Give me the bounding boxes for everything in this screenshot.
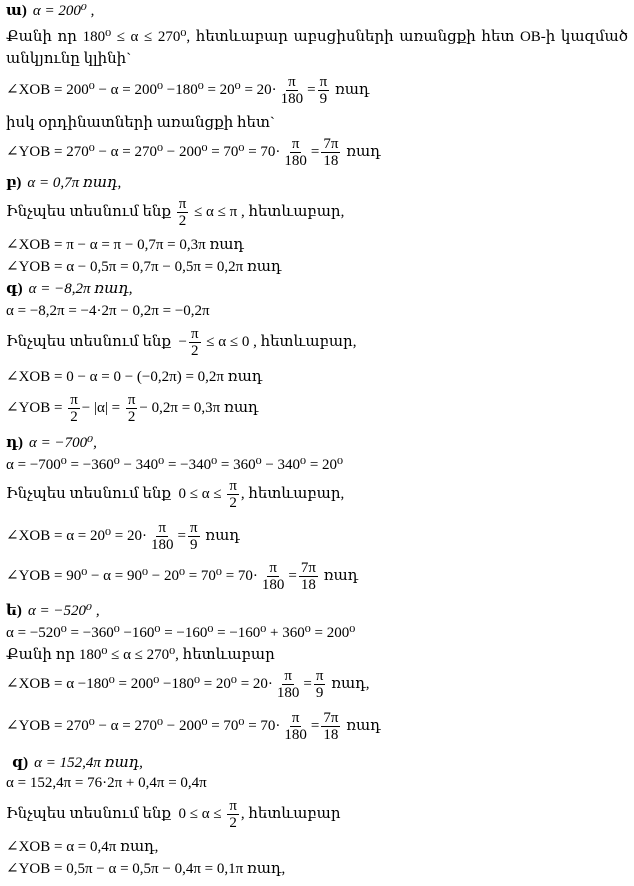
fraction-denominator: 180 <box>261 577 285 593</box>
fraction-numerator: π <box>190 326 199 342</box>
fraction-denominator: 180 <box>150 537 174 553</box>
formula-text: ռադ <box>342 144 381 160</box>
fraction-numerator: π <box>288 74 296 90</box>
formula-text: = <box>288 568 297 584</box>
formula-text: = <box>310 718 320 734</box>
formula-line <box>6 392 259 425</box>
fraction-numerator: π <box>291 136 300 152</box>
fraction-denominator: 18 <box>323 727 339 743</box>
formula-text: α = 152,4π ռադ, <box>34 755 143 771</box>
fraction-denominator: 2 <box>70 409 78 425</box>
fraction-denominator: 18 <box>300 577 316 593</box>
formula-line: α = 152,4π = 76·2π + 0,4π = 0,4π <box>6 775 207 791</box>
formula-line <box>6 136 381 169</box>
fraction-denominator: 180 <box>284 153 307 169</box>
fraction <box>126 392 138 425</box>
fraction-denominator: 180 <box>280 91 304 107</box>
formula-text: ∠YOB = 90⁰ − α = 90⁰ − 20⁰ = 70⁰ = 70· <box>6 568 258 584</box>
formula-line: ∠XOB = π − α = π − 0,7π = 0,3π ռադ <box>6 237 244 253</box>
formula-line <box>6 520 240 553</box>
formula-line: ∠XOB = α = 0,4π ռադ, <box>6 839 159 855</box>
fraction-numerator: π <box>178 196 187 212</box>
text-line: իսկ օրդինատների առանցքի հետ` <box>6 115 275 131</box>
formula-line <box>6 668 369 701</box>
formula-text: − 0,2π = 0,3π ռադ <box>139 400 259 416</box>
fraction-numerator: π <box>291 710 300 726</box>
formula-line: ∠YOB = α − 0,5π = 0,7π − 0,5π = 0,2π ռադ <box>6 259 282 275</box>
fraction-numerator: π <box>229 798 237 814</box>
formula-text: Ինչպես տեսնում ենք 0 ≤ α ≤ <box>6 806 226 822</box>
formula-text: ռադ <box>342 718 381 734</box>
fraction-denominator: 9 <box>189 537 198 553</box>
fraction-denominator: 180 <box>276 685 300 701</box>
text-line: անկյունը կլինի` <box>6 51 132 67</box>
fraction-denominator: 2 <box>229 495 237 511</box>
formula-text: = <box>303 676 312 692</box>
formula-text: − |α| = <box>81 400 124 416</box>
case-label: ա) <box>6 3 27 19</box>
fraction <box>282 710 309 743</box>
formula-text: α = −700⁰, <box>29 435 97 451</box>
fraction-numerator: π <box>158 520 167 536</box>
fraction <box>321 136 340 169</box>
fraction <box>279 74 306 107</box>
fraction <box>275 668 302 701</box>
text-line: Քանի որ 180⁰ ≤ α ≤ 270⁰, հետևաբար աբսցիսների առանցքի հետ OB-ի կազմած <box>6 29 628 45</box>
fraction <box>177 196 189 229</box>
formula-line <box>6 196 344 229</box>
formula-text: Ինչպես տեսնում ենք − <box>6 334 187 350</box>
fraction-numerator: π <box>315 668 324 684</box>
case-a-header <box>6 4 94 19</box>
fraction-denominator: 9 <box>315 685 324 701</box>
text-line: Քանի որ 180⁰ ≤ α ≤ 270⁰, հետևաբար <box>6 647 275 663</box>
formula-text: = <box>177 528 186 544</box>
formula-text: = <box>307 82 316 98</box>
case-label: բ) <box>6 175 22 191</box>
formula-text: Ինչպես տեսնում ենք <box>6 204 175 220</box>
fraction <box>282 136 309 169</box>
fraction <box>314 668 326 701</box>
fraction-numerator: π <box>189 520 198 536</box>
fraction <box>227 798 239 831</box>
fraction-denominator: 18 <box>323 153 339 169</box>
fraction-numerator: π <box>284 668 292 684</box>
fraction-denominator: 2 <box>127 409 136 425</box>
formula-line: α = −520⁰ = −360⁰ −160⁰ = −160⁰ = −160⁰ + 360⁰ = 200⁰ <box>6 625 356 641</box>
formula-text: , հետևաբար <box>240 806 341 822</box>
formula-text: ∠XOB = α = 20⁰ = 20· <box>6 528 147 544</box>
formula-text: ռադ <box>201 528 240 544</box>
formula-text: ∠YOB = <box>6 400 67 416</box>
fraction <box>318 74 330 107</box>
fraction-numerator: 7π <box>323 136 339 152</box>
fraction <box>149 520 176 553</box>
formula-text: ∠XOB = 200⁰ − α = 200⁰ −180⁰ = 20⁰ = 20· <box>6 82 277 98</box>
formula-text: ռադ <box>319 568 359 584</box>
fraction <box>299 560 318 593</box>
formula-line <box>6 710 381 743</box>
formula-text: ≤ α ≤ 0 , հետևաբար, <box>202 334 357 350</box>
fraction-numerator: π <box>70 392 78 408</box>
fraction-numerator: π <box>269 560 277 576</box>
formula-text: = <box>310 144 320 160</box>
fraction-numerator: 7π <box>300 560 316 576</box>
fraction <box>321 710 340 743</box>
fraction-denominator: 9 <box>319 91 328 107</box>
fraction-denominator: 2 <box>178 213 187 229</box>
case-b-header <box>6 176 121 191</box>
formula-text: α = 200⁰ , <box>32 3 95 19</box>
formula-text: α = −520⁰ , <box>27 603 100 619</box>
fraction-denominator: 2 <box>229 815 237 831</box>
case-label: գ) <box>6 281 23 297</box>
fraction <box>188 520 200 553</box>
formula-text: ռադ <box>331 82 370 98</box>
formula-text: ∠YOB = 270⁰ − α = 270⁰ − 200⁰ = 70⁰ = 70· <box>6 144 281 160</box>
case-label: ե) <box>6 603 22 619</box>
formula-text: α = 0,7π ռադ, <box>27 175 122 191</box>
formula-line <box>6 798 341 831</box>
fraction <box>189 326 201 359</box>
formula-text: , հետևաբար, <box>240 486 345 502</box>
fraction-denominator: 180 <box>284 727 307 743</box>
fraction <box>260 560 287 593</box>
formula-line: α = −8,2π = −4·2π − 0,2π = −0,2π <box>6 303 210 319</box>
fraction-numerator: π <box>229 478 237 494</box>
formula-line: ∠YOB = 0,5π − α = 0,5π − 0,4π = 0,1π ռադ, <box>6 861 286 877</box>
case-label: զ) <box>12 755 29 771</box>
fraction-numerator: 7π <box>323 710 339 726</box>
fraction-denominator: 2 <box>190 343 199 359</box>
case-label: դ) <box>6 435 24 451</box>
formula-line: α = −700⁰ = −360⁰ − 340⁰ = −340⁰ = 360⁰ − 340⁰ = 20⁰ <box>6 457 344 473</box>
fraction-numerator: π <box>127 392 136 408</box>
formula-text: ∠XOB = α −180⁰ = 200⁰ −180⁰ = 20⁰ = 20· <box>6 676 273 692</box>
formula-text: α = −8,2π ռադ, <box>28 281 133 297</box>
formula-line <box>6 326 356 359</box>
formula-text: Ինչպես տեսնում ենք 0 ≤ α ≤ <box>6 486 226 502</box>
fraction-numerator: π <box>319 74 328 90</box>
fraction <box>227 478 239 511</box>
formula-line <box>6 74 369 107</box>
formula-line <box>6 478 344 511</box>
case-c-header <box>6 282 133 297</box>
case-f-header <box>12 756 143 771</box>
formula-line <box>6 560 358 593</box>
case-e-header <box>6 604 100 619</box>
fraction <box>68 392 80 425</box>
formula-text: ∠YOB = 270⁰ − α = 270⁰ − 200⁰ = 70⁰ = 70· <box>6 718 281 734</box>
case-d-header <box>6 436 97 451</box>
formula-text: ռադ, <box>327 676 370 692</box>
formula-text: ≤ α ≤ π , հետևաբար, <box>190 204 345 220</box>
formula-line: ∠XOB = 0 − α = 0 − (−0,2π) = 0,2π ռադ <box>6 369 263 385</box>
